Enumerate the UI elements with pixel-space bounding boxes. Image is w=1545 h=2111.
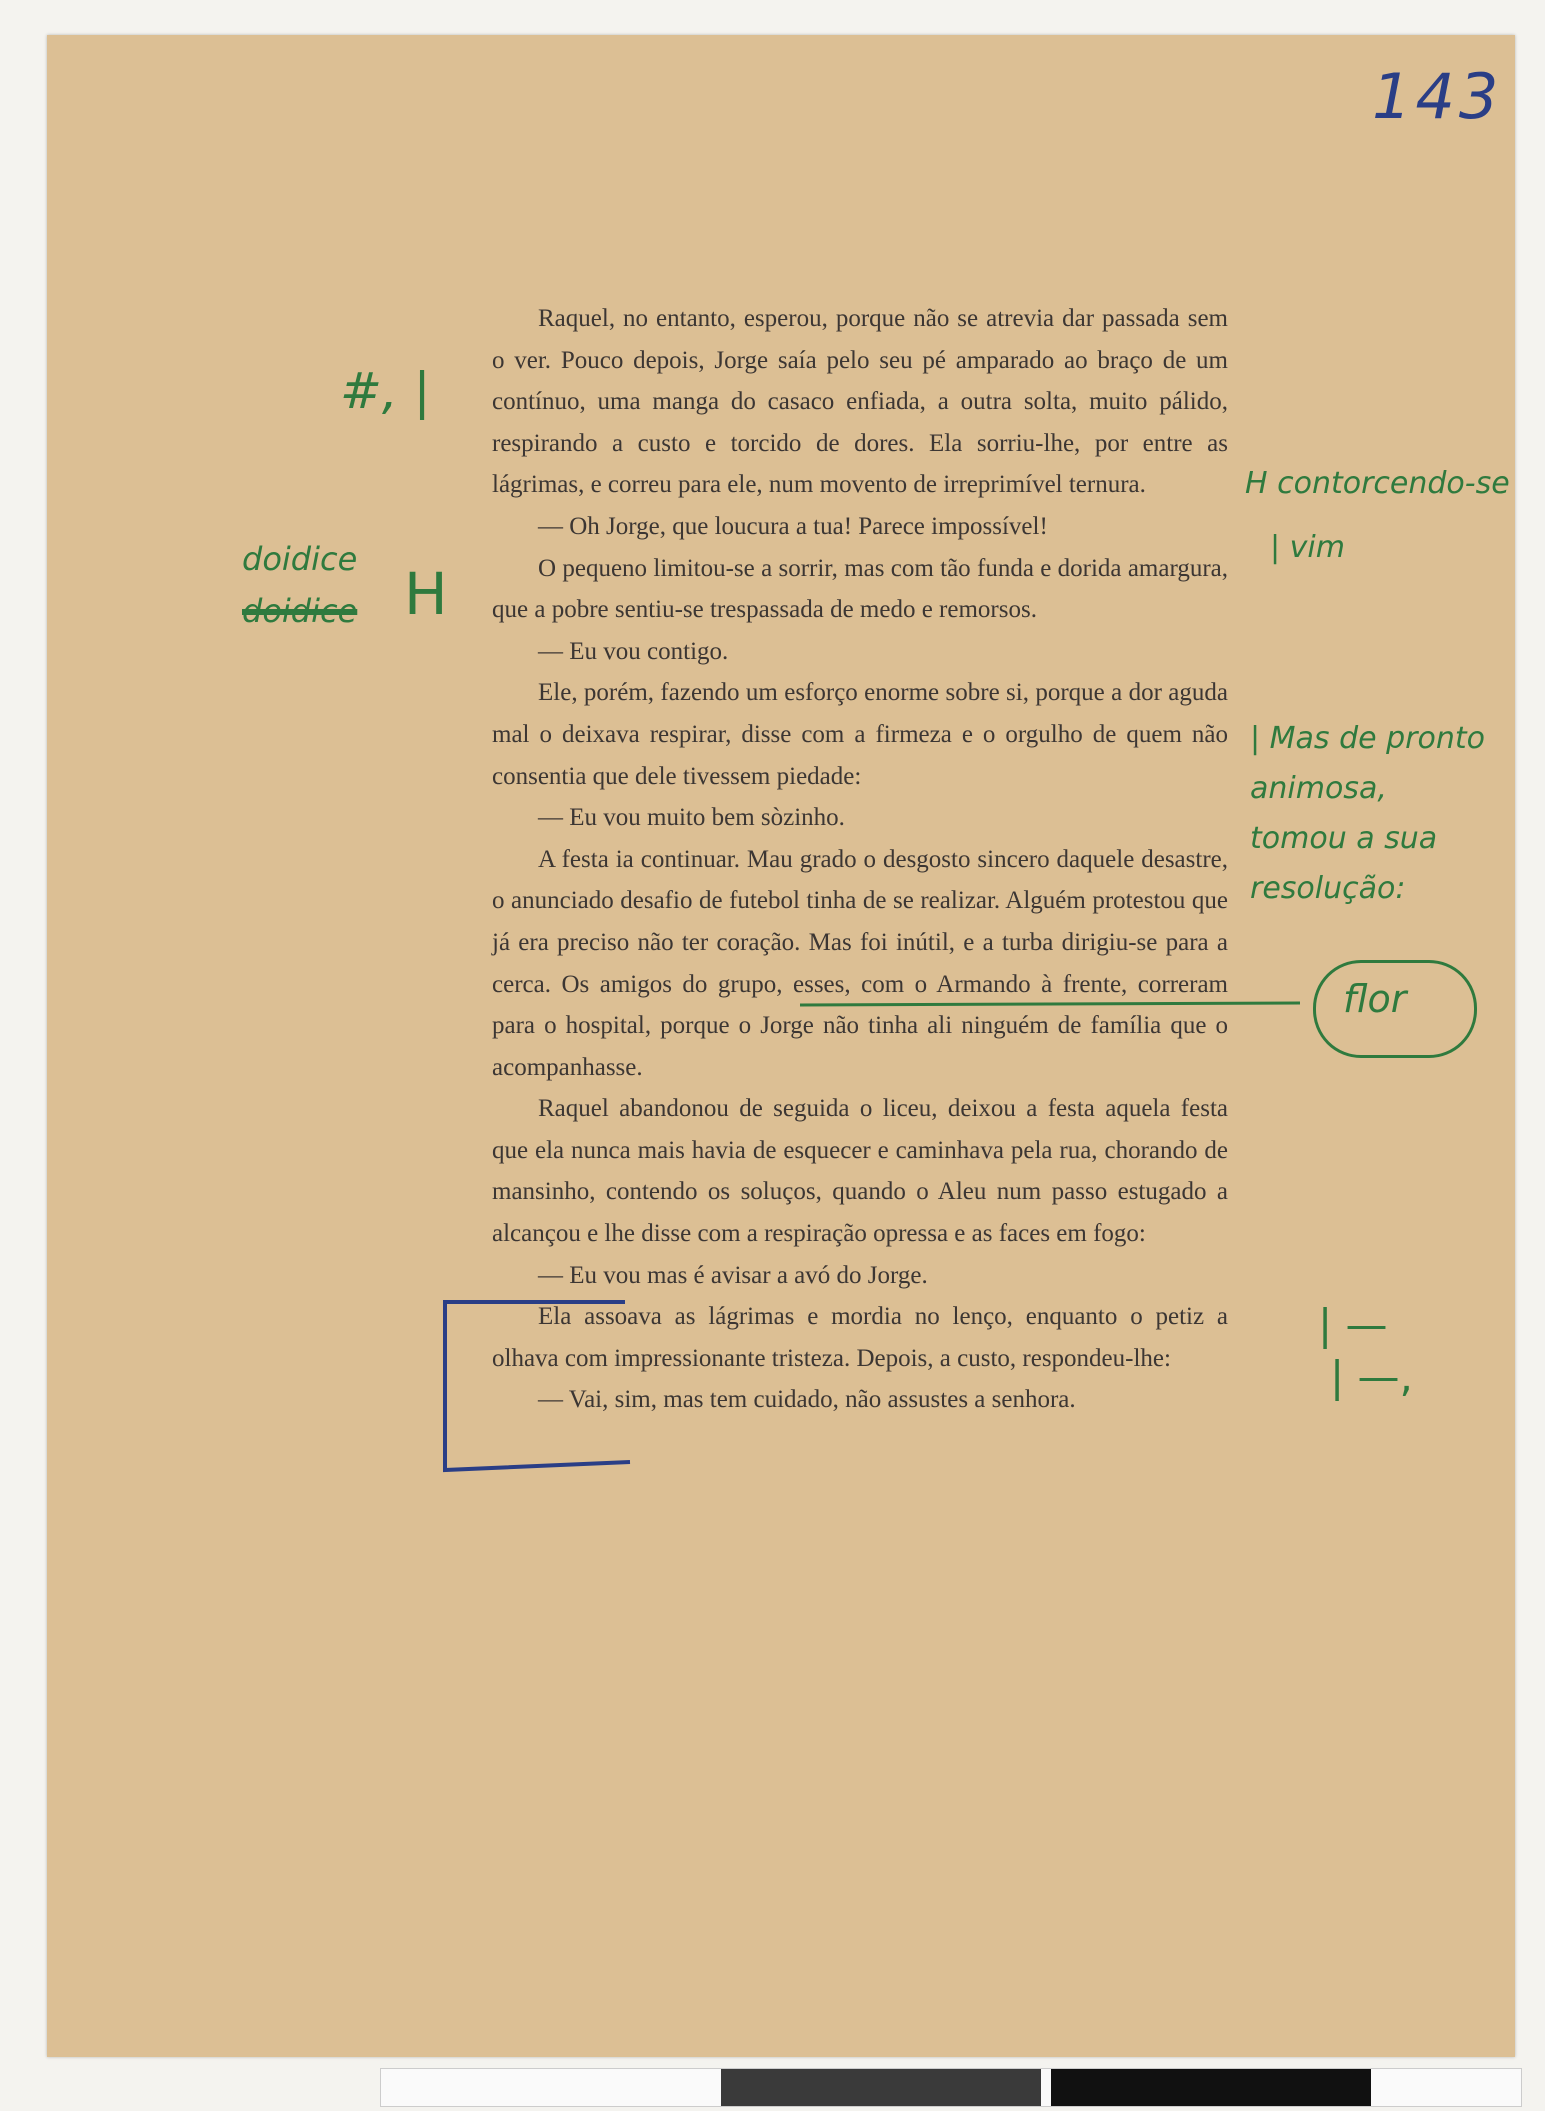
margin-note-h: H bbox=[404, 560, 448, 628]
blue-bracket bbox=[445, 1302, 630, 1470]
margin-note-doidice-struck: doidice bbox=[242, 592, 358, 630]
green-connector-line bbox=[800, 1003, 1300, 1005]
margin-note-flor: flor bbox=[1343, 977, 1407, 1021]
margin-note-dash-1: | — bbox=[1318, 1300, 1388, 1349]
page-number: 143 bbox=[1372, 60, 1503, 133]
paragraph: — Eu vou muito bem sòzinho. bbox=[538, 804, 845, 832]
paragraph: A festa ia continuar. Mau grado o desgosto sincero daquele desastre, o anunciado desafio de futebol tinha de se realizar. Alguém protestou que já era preciso não ter coração. Mas foi inútil, e a turba dirigiu-se para a cerca. Os amigos do grupo, esses, com o Armando à frente, correram para o hospital, porque o Jorge não tinha ali ninguém de família que o acompanhasse. bbox=[492, 845, 1228, 1081]
margin-note-contorcendo: H contorcendo-se bbox=[1245, 466, 1510, 501]
scale-graphic bbox=[381, 2069, 1521, 2106]
margin-note-hash: #, | bbox=[340, 362, 431, 420]
paragraph: — Eu vou contigo. bbox=[538, 637, 729, 665]
paragraph: Raquel abandonou de seguida o liceu, deixou a festa aquela festa que ela nunca mais havia de esquecer e caminhava pela rua, chorando de mansinho, contendo os soluços, quando o Aleu num passo estugado a alcançou e lhe disse com a respiração opressa e as faces em fogo: bbox=[492, 1095, 1228, 1248]
paragraph: Ela assoava as lágrimas e mordia no lenço, enquanto o petiz a olhava com impressionante tristeza. Depois, a custo, respondeu-lhe: bbox=[492, 1303, 1228, 1372]
margin-note-dash-2: | —, bbox=[1330, 1352, 1413, 1401]
color-scale-bar bbox=[380, 2068, 1522, 2107]
margin-note-doidice: doidice bbox=[242, 540, 358, 578]
paragraph: — Vai, sim, mas tem cuidado, não assustes a senhora. bbox=[538, 1386, 1076, 1414]
paragraph: O pequeno limitou-se a sorrir, mas com tão funda e dorida amargura, que a pobre sentiu-se trespassada de medo e remorsos. bbox=[492, 554, 1228, 624]
margin-note-mas-de-pronto: | Mas de pronto animosa, tomou a sua resolução: bbox=[1250, 721, 1485, 906]
paragraph: — Oh Jorge, que loucura a tua! Parece impossível! bbox=[538, 512, 1048, 540]
paragraph: Ele, porém, fazendo um esforço enorme sobre si, porque a dor aguda mal o deixava respirar, disse com a firmeza e o orgulho de quem não consentia que dele tivessem piedade: bbox=[492, 679, 1228, 790]
paragraph: Raquel, no entanto, esperou, porque não se atrevia dar passada sem o ver. Pouco depois, Jorge saía pelo seu pé amparado ao braço de um contínuo, uma manga do casaco enfiada, a outra solta, muito pálido, respirando a custo e torcido de dores. Ela sorriu-lhe, por entre as lágrimas, e correu para ele, num movento de irreprimível ternura. bbox=[492, 305, 1228, 499]
paragraph: — Eu vou mas é avisar a avó do Jorge. bbox=[538, 1261, 928, 1289]
margin-note-vim: | vim bbox=[1270, 530, 1345, 565]
